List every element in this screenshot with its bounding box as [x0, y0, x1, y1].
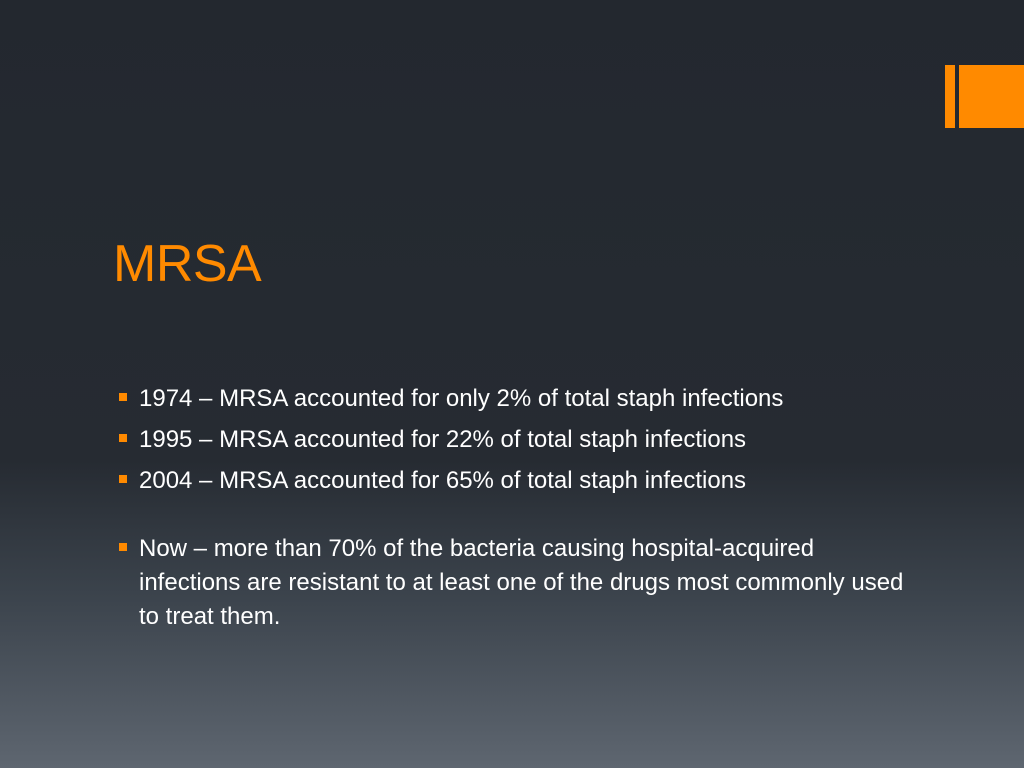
accent-bar-thick — [959, 65, 1024, 128]
accent-bar-thin — [945, 65, 955, 128]
square-bullet-icon — [119, 543, 127, 551]
bullet-item — [117, 382, 917, 416]
bullet-item — [117, 423, 917, 457]
bullet-text: 1995 – MRSA accounted for 22% of total staph infections — [139, 426, 747, 453]
accent-bars-decoration — [945, 65, 1024, 128]
square-bullet-icon — [119, 434, 127, 442]
bullet-item — [117, 532, 917, 634]
square-bullet-icon — [119, 393, 127, 401]
square-bullet-icon — [119, 475, 127, 483]
bullet-item — [117, 464, 917, 498]
bullet-text: 2004 – MRSA accounted for 65% of total staph infections — [139, 467, 747, 494]
bullet-text: 1974 – MRSA accounted for only 2% of total staph infections — [139, 385, 784, 412]
bullet-text: Now – more than 70% of the bacteria causing hospital-acquired infections are resistant to at least one of the drugs most commonly used to treat them. — [139, 535, 904, 630]
slide-title: MRSA — [113, 235, 262, 293]
bullet-list — [117, 382, 917, 641]
